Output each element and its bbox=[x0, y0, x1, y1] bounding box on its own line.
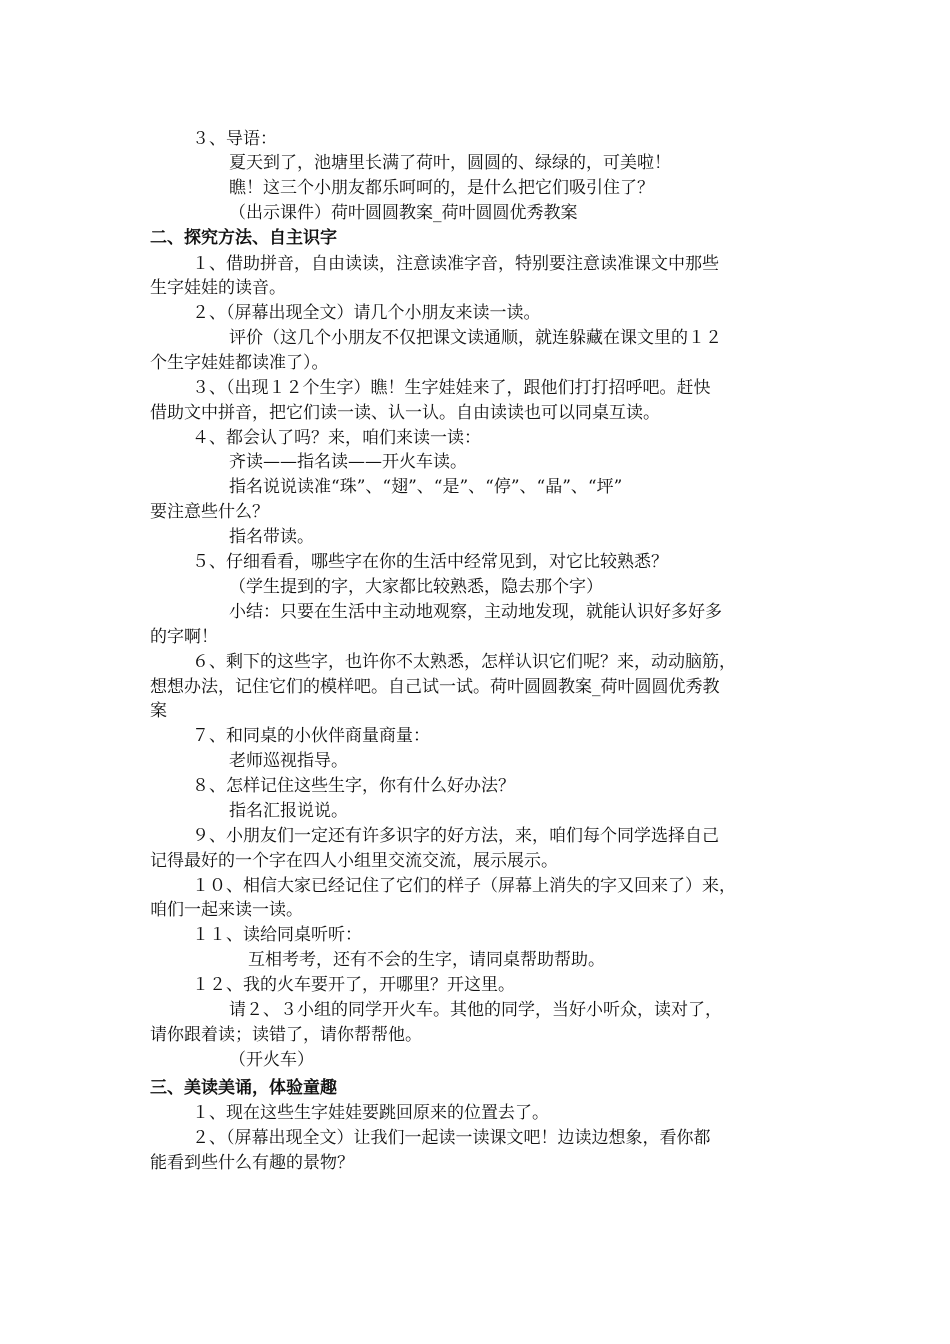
paragraph-line: ４、都会认了吗？来，咱们来读一读： bbox=[192, 428, 481, 448]
paragraph-line: 想想办法，记住它们的模样吧。自己试一试。荷叶圆圆教案_荷叶圆圆优秀教 bbox=[150, 677, 720, 697]
paragraph-line: １、借助拼音，自由读读，注意读准字音，特别要注意读准课文中那些 bbox=[192, 254, 719, 274]
paragraph-line: 指名说说读准“珠”、“翅”、“是”、“停”、“晶”、“坪” bbox=[229, 477, 623, 497]
paragraph-line: 个生字娃娃都读准了）。 bbox=[150, 353, 329, 373]
paragraph-line: ２、（屏幕出现全文）让我们一起读一读课文吧！边读边想象，看你都 bbox=[192, 1128, 711, 1148]
paragraph-line: ５、仔细看看，哪些字在你的生活中经常见到，对它比较熟悉？ bbox=[192, 552, 668, 572]
paragraph-line: 记得最好的一个字在四人小组里交流交流，展示展示。 bbox=[150, 851, 558, 871]
paragraph-line: 请２、３小组的同学开火车。其他的同学，当好小听众，读对了， bbox=[229, 1000, 722, 1020]
intro-item-3: ３、导语： bbox=[192, 129, 277, 149]
paragraph-line: 小结：只要在生活中主动地观察，主动地发现，就能认识好多好多 bbox=[229, 602, 722, 622]
paragraph-line: ２、（屏幕出现全文）请几个小朋友来读一读。 bbox=[192, 303, 541, 323]
intro-paragraph: 瞧！这三个小朋友都乐呵呵的，是什么把它们吸引住了？ bbox=[229, 178, 654, 198]
paragraph-line: １２、我的火车要开了，开哪里？开这里。 bbox=[192, 975, 515, 995]
section-heading: 三、美读美诵，体验童趣 bbox=[150, 1078, 337, 1098]
paragraph-line: 案 bbox=[150, 701, 167, 721]
paragraph-line: （学生提到的字，大家都比较熟悉，隐去那个字） bbox=[229, 577, 603, 597]
paragraph-line: 齐读——指名读——开火车读。 bbox=[229, 452, 467, 472]
paragraph-line: 要注意些什么？ bbox=[150, 502, 269, 522]
paragraph-line: 老师巡视指导。 bbox=[229, 751, 348, 771]
paragraph-line: 的字啊！ bbox=[150, 627, 218, 647]
paragraph-line: （开火车） bbox=[229, 1050, 314, 1070]
paragraph-line: １１、读给同桌听听： bbox=[192, 925, 362, 945]
paragraph-line: 指名汇报说说。 bbox=[229, 801, 348, 821]
paragraph-line: ８、怎样记住这些生字，你有什么好办法？ bbox=[192, 776, 515, 796]
paragraph-line: １、现在这些生字娃娃要跳回原来的位置去了。 bbox=[192, 1103, 549, 1123]
paragraph-line: ７、和同桌的小伙伴商量商量： bbox=[192, 726, 430, 746]
paragraph-line: 咱们一起来读一读。 bbox=[150, 900, 303, 920]
intro-paragraph: 夏天到了，池塘里长满了荷叶，圆圆的、绿绿的，可美啦！ bbox=[229, 153, 671, 173]
paragraph-line: ３、（出现１２个生字）瞧！生字娃娃来了，跟他们打打招呼吧。赶快 bbox=[192, 378, 711, 398]
paragraph-line: １０、相信大家已经记住了它们的样子（屏幕上消失的字又回来了）来， bbox=[192, 876, 736, 896]
paragraph-line: 互相考考，还有不会的生字，请同桌帮助帮助。 bbox=[248, 950, 605, 970]
section-heading: 二、探究方法、自主识字 bbox=[150, 228, 337, 248]
paragraph-line: ９、小朋友们一定还有许多识字的好方法，来，咱们每个同学选择自己 bbox=[192, 826, 719, 846]
paragraph-line: 指名带读。 bbox=[229, 527, 314, 547]
intro-paragraph: （出示课件）荷叶圆圆教案_荷叶圆圆优秀教案 bbox=[229, 203, 578, 223]
paragraph-line: 借助文中拼音，把它们读一读、认一认。自由读读也可以同桌互读。 bbox=[150, 403, 660, 423]
paragraph-line: 评价（这几个小朋友不仅把课文读通顺，就连躲藏在课文里的１２ bbox=[229, 328, 722, 348]
paragraph-line: 请你跟着读；读错了，请你帮帮他。 bbox=[150, 1025, 422, 1045]
paragraph-line: ６、剩下的这些字，也许你不太熟悉，怎样认识它们呢？来，动动脑筋， bbox=[192, 652, 736, 672]
paragraph-line: 能看到些什么有趣的景物？ bbox=[150, 1153, 354, 1173]
paragraph-line: 生字娃娃的读音。 bbox=[150, 278, 286, 298]
